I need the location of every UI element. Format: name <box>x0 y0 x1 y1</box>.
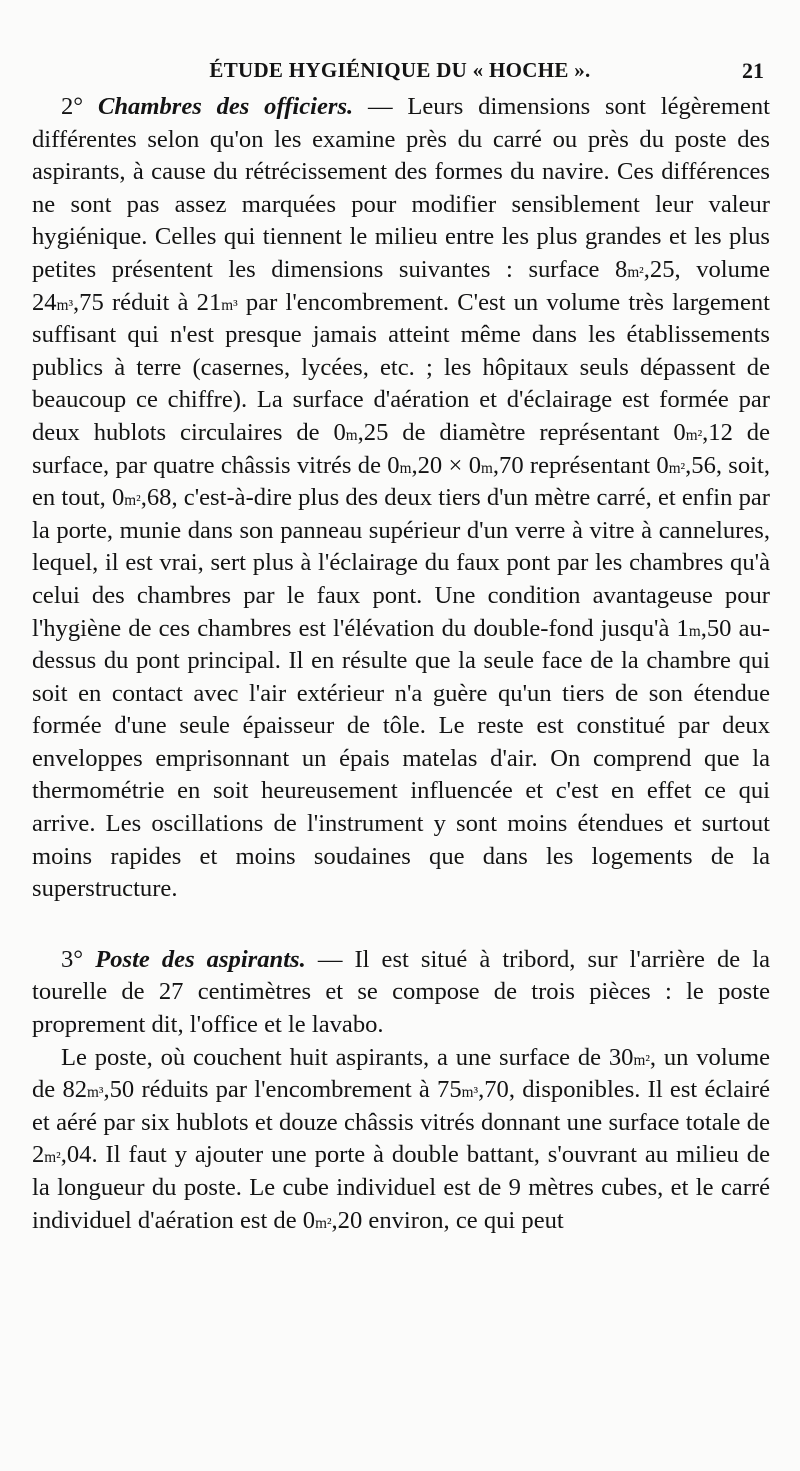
paragraph-runs: Il est situé à tribord, sur l'arrière de la tourelle de 27 centimètres et se compose de trois pièces : le poste proprement dit, l'office et le lavabo. <box>32 945 770 1039</box>
running-title: ÉTUDE HYGIÉNIQUE DU « HOCHE ». <box>209 58 591 82</box>
unit-superscript: m² <box>668 459 686 477</box>
section-number: 3° <box>61 945 84 973</box>
page-number: 21 <box>742 58 764 83</box>
paragraph-chambres-officiers <box>32 91 770 906</box>
unit-superscript: m³ <box>87 1084 104 1102</box>
unit-superscript: m <box>399 459 412 477</box>
unit-superscript: m² <box>315 1214 332 1232</box>
paragraph-poste-description <box>32 1042 770 1238</box>
unit-superscript: m <box>345 426 358 444</box>
unit-superscript: m <box>688 622 701 640</box>
unit-superscript: m² <box>124 492 141 510</box>
unit-superscript: m <box>481 459 493 477</box>
unit-superscript: m³ <box>461 1084 479 1102</box>
unit-superscript: m² <box>44 1149 61 1167</box>
paragraph-poste-aspirants <box>32 944 770 1042</box>
section-number: 2° <box>61 93 84 120</box>
section-heading: Poste des aspirants. <box>95 945 306 973</box>
unit-superscript: m³ <box>221 296 238 314</box>
unit-superscript: m³ <box>56 296 74 314</box>
heading-separator: — <box>305 945 355 973</box>
unit-superscript: m² <box>633 1051 650 1069</box>
page-header <box>0 58 800 88</box>
section-gap <box>32 906 770 944</box>
paragraph-runs: Leurs dimensions sont légèrement différentes selon qu'on les examine près du carré ou près du poste des aspirants, à cause du rétrécissement des formes du navire. Ces différences ne sont pas assez marquées pour modifier sensiblement leur valeur hygiénique. Celles qui tiennent le milieu entre les plus grandes et les plus petites présentent les dimensions suivantes : surface $8^{m^2},25$, volume $24^{m^3},75$ réduit à $21^{m^3}$ par l'encombrement. C'est un volume très largement suffisant qui n'est presque jamais atteint même dans les établissements publics à terre (casernes, lycées, etc. ; les hôpitaux seuls dépassent de beaucoup ce chiffre). La surface d'aération et d'éclairage est formée par deux hublots circulaires de 0$^m$,25 de diamètre représentant $0^{m^2},12$ de surface, par quatre châssis vitrés de $0^m,20 \times 0^m,70$ représentant $0^{m^2},56$, soit, en tout, $0^{m^2},68$, c'est-à-dire plus des deux tiers d'un mètre carré, et enfin par la porte, munie dans son panneau supérieur d'un verre à vitre à cannelures, lequel, il est vrai, sert plus à l'éclairage du faux pont par les chambres qu'à celui des chambres par le faux pont. Une condition avantageuse pour l'hygiène de ces chambres est l'élévation du double-fond jusqu'à 1$^m$,50 au-dessus du pont principal. Il en résulte que la seule face de la chambre qui soit en contact avec l'air extérieur n'a guère qu'un tiers de son étendue formée d'une seule épaisseur de tôle. Le reste est constitué par deux enveloppes emprisonnant un épais matelas d'air. On comprend que la thermométrie en soit heureusement influencée et c'est en effet ce qui arrive. Les oscillations de l'instrument y sont moins étendues et surtout moins rapides et moins soudaines que dans les logements de la superstructure. <box>32 93 771 903</box>
heading-separator: — <box>353 93 408 120</box>
body-text <box>32 91 770 1237</box>
unit-superscript: m² <box>627 263 644 281</box>
section-heading: Chambres des officiers. <box>97 93 354 120</box>
paragraph-runs: Le poste, où couchent huit aspirants, a une surface de $30^{m^2}$, un volume de $82^{m^3},50$ réduits par l'encombrement à $75^{m^3},70$, disponibles. Il est éclairé et aéré par six hublots et douze châssis vitrés donnant une surface totale de $2^{m^2},04$. Il faut y ajouter une porte à double battant, s'ouvrant au milieu de la longueur du poste. Le cube individuel est de 9 mètres cubes, et le carré individuel d'aération est de $0^{m^2},20$ environ, ce qui peut <box>32 1043 771 1234</box>
unit-superscript: m² <box>685 426 703 444</box>
